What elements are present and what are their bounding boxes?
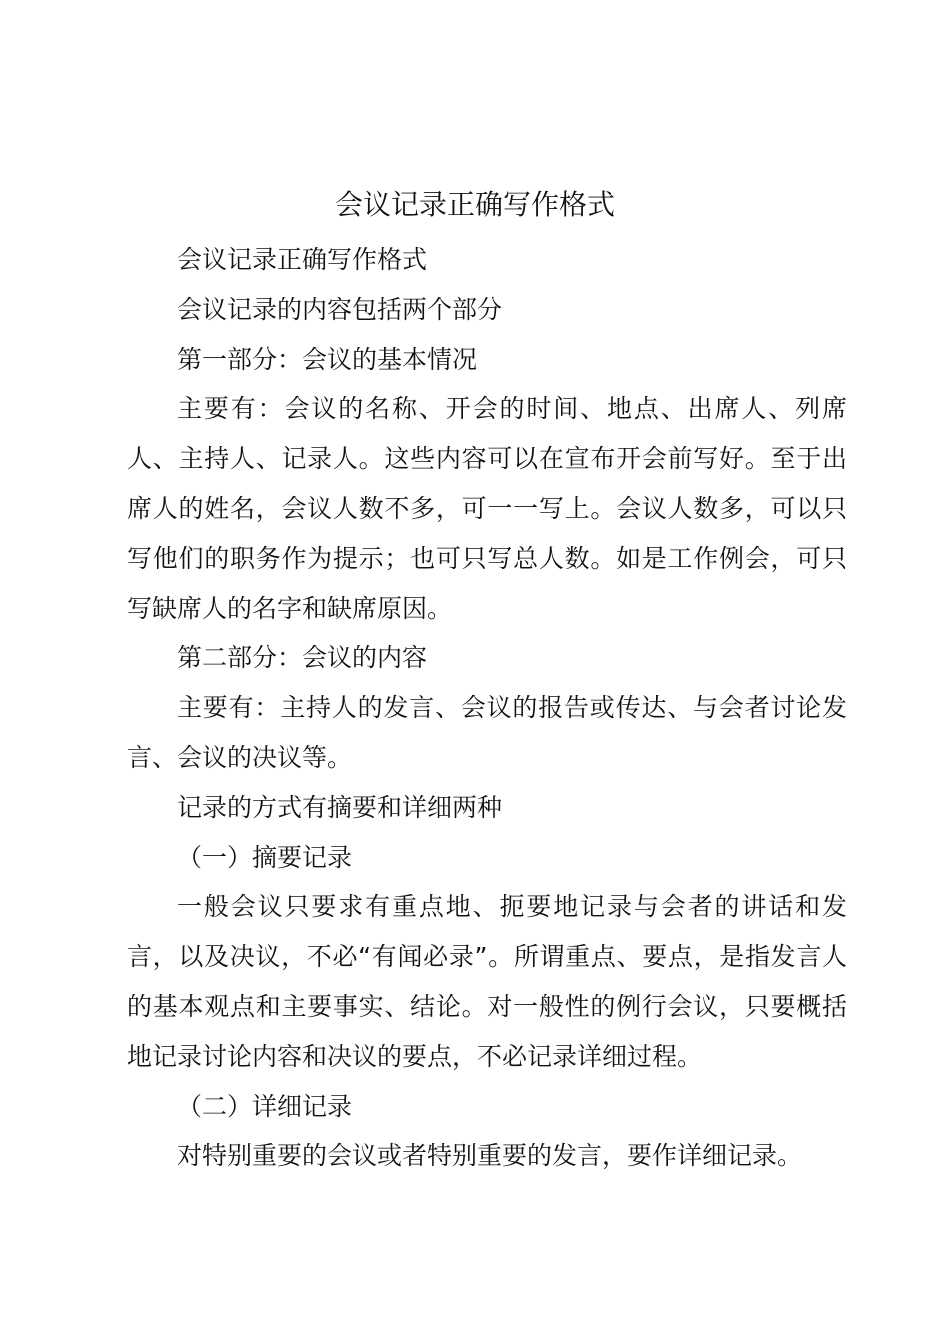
paragraph-part-two-body: 主要有：主持人的发言、会议的报告或传达、与会者讨论发言、会议的决议等。: [127, 693, 847, 772]
paragraph-part-one-body: 主要有：会议的名称、开会的时间、地点、出席人、列席人、主持人、记录人。这些内容可以在宣布开会前写好。至于出席人的姓名，会议人数不多，可一一写上。会议人数多，可以只写他们的职务作为提示；也可只写总人数。如是工作例会，可只写缺席人的名字和缺席原因。: [127, 394, 847, 623]
document-body: [127, 235, 847, 1181]
paragraph-part-one-heading: 第一部分：会议的基本情况: [177, 344, 478, 374]
paragraph-part-two-heading: 第二部分：会议的内容: [177, 643, 428, 673]
document-title: 会议记录正确写作格式: [334, 188, 615, 221]
paragraph-methods-intro: 记录的方式有摘要和详细两种: [177, 792, 503, 822]
paragraph-detailed-heading: （二）详细记录: [177, 1091, 353, 1121]
paragraph-summary-heading: （一）摘要记录: [177, 842, 353, 872]
paragraph-summary-body: 一般会议只要求有重点地、扼要地记录与会者的讲话和发言，以及决议，不必“有闻必录”。所谓重点、要点，是指发言人的基本观点和主要事实、结论。对一般性的例行会议，只要概括地记录讨论内容和决议的要点，不必记录详细过程。: [127, 892, 847, 1071]
paragraph-content-intro: 会议记录的内容包括两个部分: [177, 294, 503, 324]
paragraph-subtitle: 会议记录正确写作格式: [177, 245, 428, 274]
paragraph-detailed-body: 对特别重要的会议或者特别重要的发言，要作详细记录。: [177, 1141, 803, 1171]
